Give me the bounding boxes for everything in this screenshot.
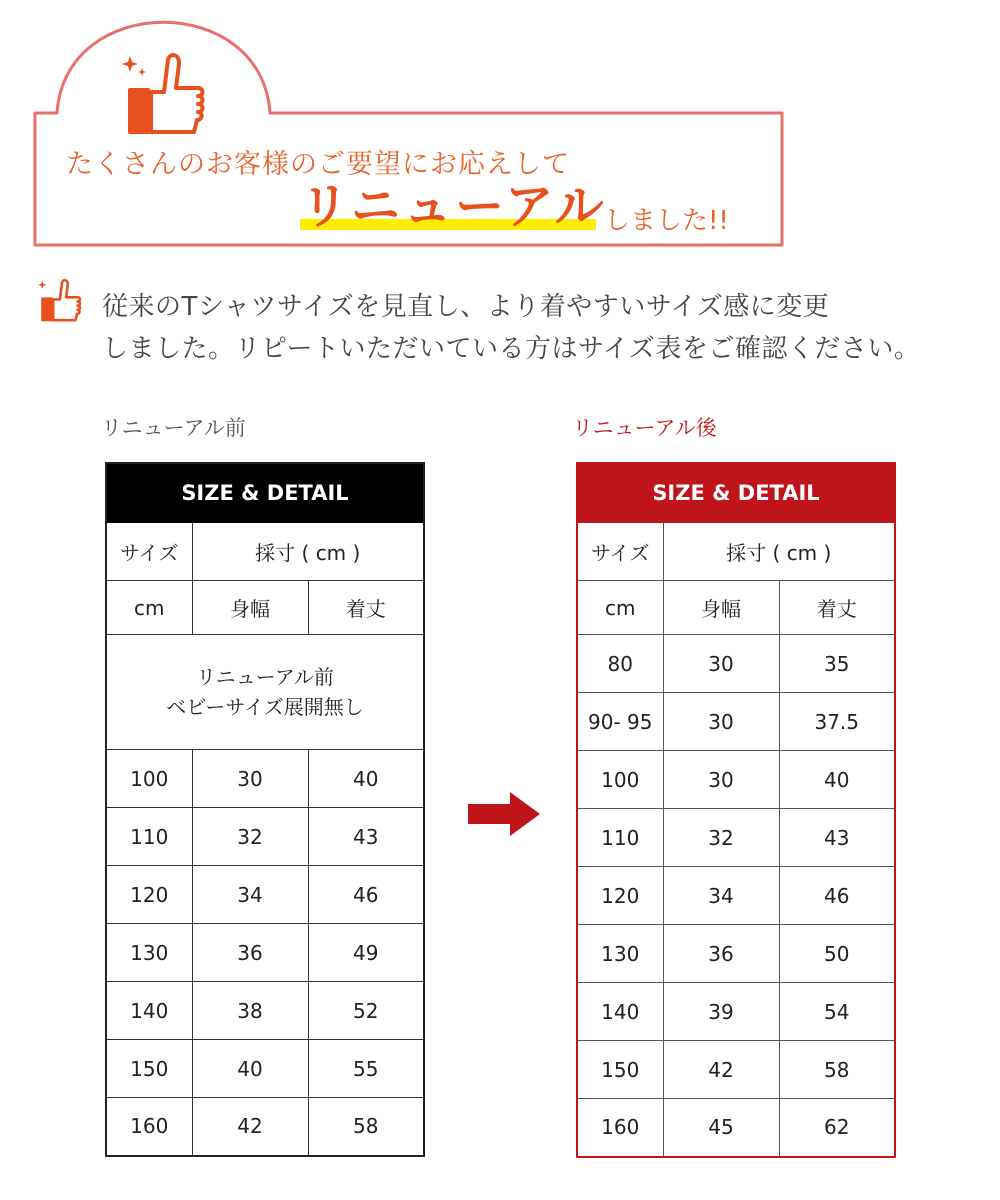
width-cell: 34 (663, 867, 779, 925)
size-cell: 120 (106, 866, 192, 924)
size-cell: 140 (106, 982, 192, 1040)
table-row (577, 635, 895, 693)
width-cell: 42 (192, 1098, 308, 1156)
table-row (577, 693, 895, 751)
length-cell: 40 (308, 750, 424, 808)
length-cell: 55 (308, 1040, 424, 1098)
table-row (106, 982, 424, 1040)
length-cell: 46 (308, 866, 424, 924)
width-cell: 40 (192, 1040, 308, 1098)
col-measure-label: 採寸 ( cm ) (663, 523, 895, 581)
width-cell: 36 (663, 925, 779, 983)
width-cell: 34 (192, 866, 308, 924)
length-cell: 40 (779, 751, 895, 809)
size-cell: 150 (106, 1040, 192, 1098)
size-cell: 130 (577, 925, 663, 983)
table-row (106, 924, 424, 982)
table-row (577, 1041, 895, 1099)
width-cell: 30 (663, 751, 779, 809)
description-line1: 従来のTシャツサイズを見直し、より着やすいサイズ感に変更 (102, 292, 830, 322)
size-cell: 120 (577, 867, 663, 925)
width-cell: 39 (663, 983, 779, 1041)
unit-label: cm (577, 581, 663, 635)
table-row (106, 750, 424, 808)
size-cell: 100 (106, 750, 192, 808)
table-row (577, 1099, 895, 1157)
table-header: SIZE & DETAIL (577, 463, 895, 523)
thumbs-up-sparkle-icon (36, 274, 88, 330)
length-cell: 62 (779, 1099, 895, 1157)
size-cell: 100 (577, 751, 663, 809)
renewal-heading (300, 178, 607, 238)
width-cell: 30 (663, 693, 779, 751)
length-cell: 43 (308, 808, 424, 866)
description-text (102, 286, 920, 370)
size-cell: 140 (577, 983, 663, 1041)
size-cell: 160 (106, 1098, 192, 1156)
length-cell: 52 (308, 982, 424, 1040)
after-table-caption: リニューアル後 (572, 416, 717, 440)
before-table-caption: リニューアル前 (101, 416, 246, 440)
description-line2: しました。リピートいただいている方はサイズ表をご確認ください。 (102, 334, 921, 364)
right-arrow-icon (466, 790, 542, 838)
table-row (577, 809, 895, 867)
width-cell: 45 (663, 1099, 779, 1157)
size-cell: 90- 95 (577, 693, 663, 751)
size-cell: 80 (577, 635, 663, 693)
table-row (577, 867, 895, 925)
table-header: SIZE & DETAIL (106, 463, 424, 523)
length-cell: 58 (779, 1041, 895, 1099)
size-cell: 110 (106, 808, 192, 866)
size-cell: 150 (577, 1041, 663, 1099)
length-cell: 37.5 (779, 693, 895, 751)
length-cell: 49 (308, 924, 424, 982)
width-cell: 36 (192, 924, 308, 982)
unit-label: cm (106, 581, 192, 635)
banner-suffix: しました!! (604, 206, 729, 236)
thumbs-up-sparkle-icon (118, 52, 218, 142)
col-size-label: サイズ (106, 523, 192, 581)
renewal-text: リニューアル (300, 178, 607, 235)
table-row (577, 925, 895, 983)
note-line2: ベビーサイズ展開無し (166, 695, 364, 719)
size-cell: 130 (106, 924, 192, 982)
width-cell: 32 (192, 808, 308, 866)
col-measure-label: 採寸 ( cm ) (192, 523, 424, 581)
table-row (106, 1040, 424, 1098)
length-cell: 58 (308, 1098, 424, 1156)
col-width-label: 身幅 (192, 581, 308, 635)
length-cell: 46 (779, 867, 895, 925)
size-cell: 110 (577, 809, 663, 867)
col-size-label: サイズ (577, 523, 663, 581)
length-cell: 50 (779, 925, 895, 983)
length-cell: 43 (779, 809, 895, 867)
before-size-table (105, 462, 425, 1157)
width-cell: 32 (663, 809, 779, 867)
after-size-table (576, 462, 896, 1158)
col-length-label: 着丈 (779, 581, 895, 635)
table-row (106, 866, 424, 924)
no-baby-size-note (106, 635, 424, 750)
renewal-banner (0, 0, 800, 260)
note-line1: リニューアル前 (196, 665, 334, 689)
width-cell: 30 (663, 635, 779, 693)
width-cell: 42 (663, 1041, 779, 1099)
width-cell: 38 (192, 982, 308, 1040)
col-length-label: 着丈 (308, 581, 424, 635)
col-width-label: 身幅 (663, 581, 779, 635)
table-row (106, 808, 424, 866)
table-row (577, 751, 895, 809)
table-row (577, 983, 895, 1041)
width-cell: 30 (192, 750, 308, 808)
table-row (106, 1098, 424, 1156)
banner-line1: たくさんのお客様のご要望にお応えして (66, 149, 570, 180)
length-cell: 35 (779, 635, 895, 693)
size-cell: 160 (577, 1099, 663, 1157)
length-cell: 54 (779, 983, 895, 1041)
